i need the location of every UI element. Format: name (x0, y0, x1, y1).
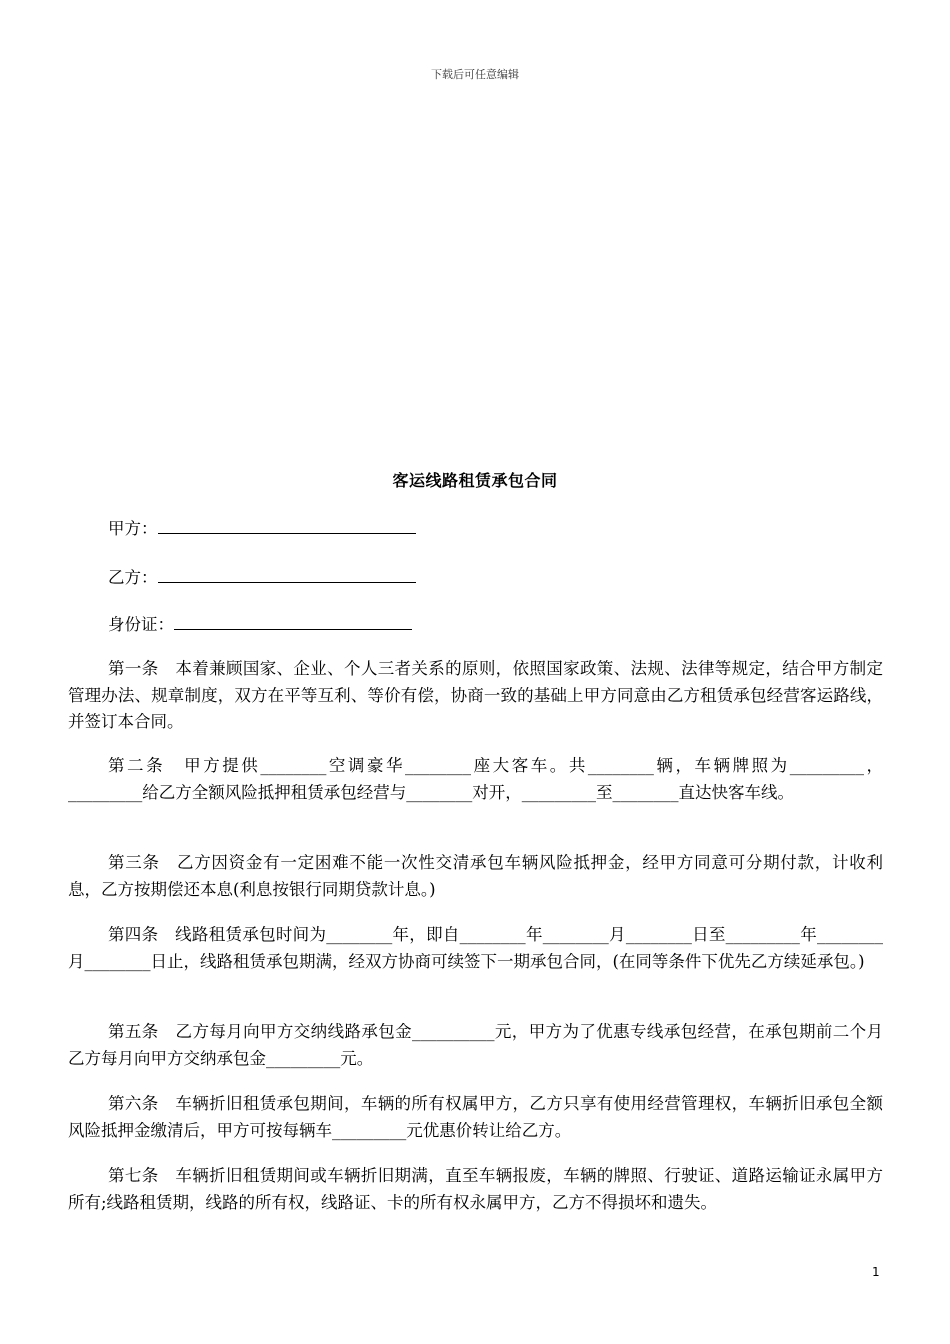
article-5: 第五条 乙方每月向甲方交纳线路承包金__________元，甲方为了优惠专线承包经营，在承包期前二个月乙方每月向甲方交纳承包金_________元。 (68, 1022, 883, 1068)
id-field (108, 612, 412, 638)
article-2: 第二条 甲方提供________空调豪华________座大客车。共________辆，车辆牌照为_________，_________给乙方全额风险抵押租赁承包经营与________对开，_________至________直达快客车线。 (68, 756, 883, 802)
article-3: 第三条 乙方因资金有一定困难不能一次性交清承包车辆风险抵押金，经甲方同意可分期付款，计收利息，乙方按期偿还本息(利息按银行同期贷款计息。) (68, 853, 883, 899)
id-blank (174, 615, 412, 630)
article-6: 第六条 车辆折旧租赁承包期间，车辆的所有权属甲方，乙方只享有使用经营管理权，车辆折旧承包全额风险抵押金缴清后，甲方可按每辆车_________元优惠价转让给乙方。 (68, 1094, 883, 1140)
document-title: 客运线路租赁承包合同 (392, 471, 558, 490)
page-number: 1 (872, 1265, 880, 1279)
party-a-field (108, 516, 416, 542)
party-b-label: 乙方： (108, 568, 158, 587)
party-a-label: 甲方： (108, 519, 158, 538)
party-b-field (108, 565, 416, 591)
article-4: 第四条 线路租赁承包时间为________年，即自________年________月________日至_________年________月________日止，线路租赁承包期满，经双方协商可续签下一期承包合同，(在同等条件下优先乙方续延承包。) (68, 925, 883, 971)
article-7: 第七条 车辆折旧租赁期间或车辆折旧期满，直至车辆报废，车辆的牌照、行驶证、道路运输证永属甲方所有;线路租赁期，线路的所有权，线路证、卡的所有权永属甲方，乙方不得损坏和遗失。 (68, 1166, 883, 1212)
article-1: 第一条 本着兼顾国家、企业、个人三者关系的原则，依照国家政策、法规、法律等规定，结合甲方制定管理办法、规章制度，双方在平等互利、等价有偿，协商一致的基础上甲方同意由乙方租赁承包经营客运路线，并签订本合同。 (68, 659, 883, 731)
party-b-blank (158, 568, 416, 583)
id-label: 身份证： (108, 615, 174, 634)
party-a-blank (158, 519, 416, 534)
header-note: 下载后可任意编辑 (431, 68, 519, 81)
